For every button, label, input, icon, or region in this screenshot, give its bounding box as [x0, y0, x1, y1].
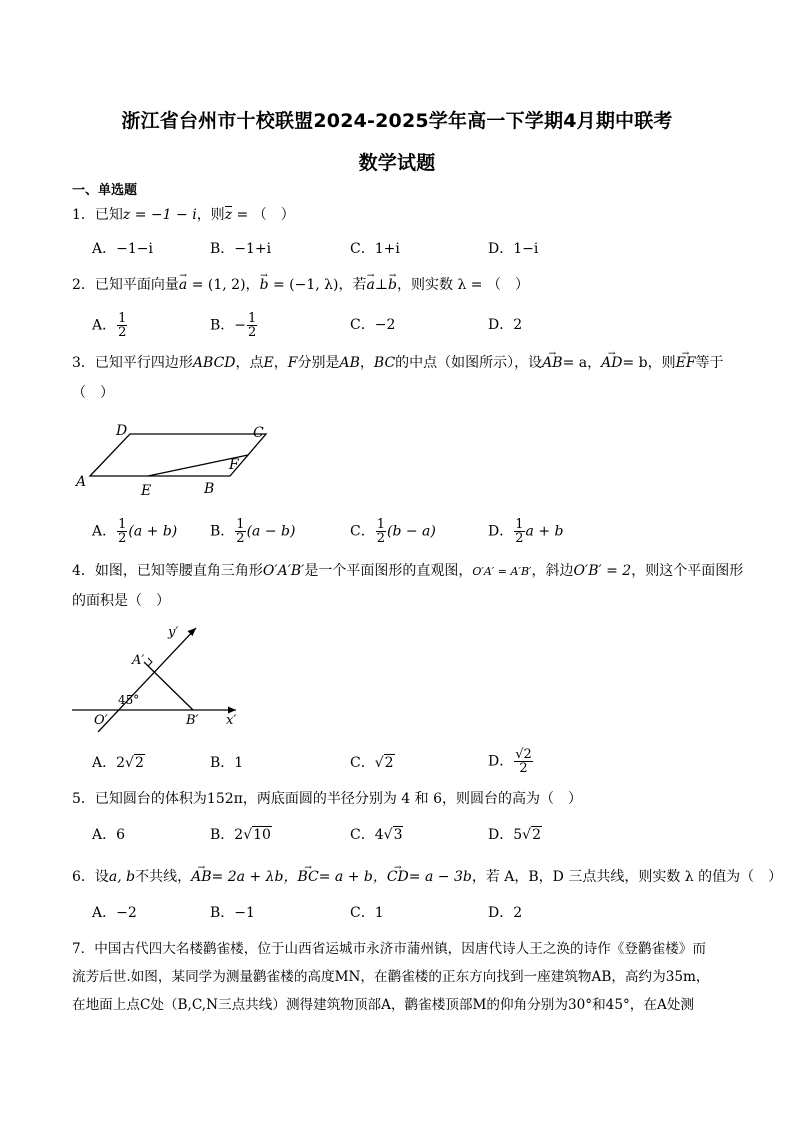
parallelogram-figure: [70, 418, 290, 500]
q5-option-b: B．2√10: [210, 827, 271, 843]
z-conjugate: z: [224, 207, 233, 223]
q5-option-a: A．6: [92, 827, 126, 843]
question-7-line1: 7．中国古代四大名楼鹳雀楼，位于山西省运城市永济市蒲州镇，因唐代诗人王之涣的诗作《登鹳雀楼》而: [72, 941, 706, 957]
exam-title: 浙江省台州市十校联盟2024-2025学年高一下学期4月期中联考: [121, 110, 673, 132]
section-heading: 一、单选题: [72, 183, 138, 198]
label-e: E: [141, 483, 152, 499]
label-x-axis: x′: [226, 713, 237, 728]
q4-option-a: A．2√2: [92, 755, 144, 771]
question-1: 1．已知z = −1 − i，则z = （ ）: [72, 207, 295, 223]
q6-option-c: C．1: [350, 905, 384, 921]
label-d: D: [116, 423, 128, 439]
q4-option-b: B．1: [210, 755, 244, 771]
question-4: 4．如图，已知等腰直角三角形O′A′B′是一个平面图形的直观图，O′A′ = A′B′，斜边O′B′ = 2，则这个平面图形: [72, 563, 744, 579]
question-6: 6．设a, b不共线，→ AB= 2a + λb，→ BC= a + b，→ CD= a − 3b，若 A，B，D 三点共线，则实数 λ 的值为（ ）: [72, 868, 782, 886]
q1-option-c: C．1+i: [350, 241, 400, 257]
q2-option-a: A． $\frac{1}{2}$: [92, 311, 127, 340]
q5-option-c: C．4√3: [350, 827, 403, 843]
q2-option-b: B．− $\frac{1}{2}$: [210, 311, 257, 340]
q3-option-d: D． $\frac{1}{2}$ a + b: [488, 517, 564, 546]
q3-option-c: C． $\frac{1}{2}$ (b − a): [350, 517, 436, 546]
label-a-prime: A′: [132, 653, 145, 668]
q6-option-d: D．2: [488, 905, 523, 921]
q2-option-c: C．−2: [350, 317, 396, 333]
label-f: F: [229, 457, 239, 473]
label-o-prime: O′: [94, 713, 108, 728]
question-3: 3．已知平行四边形ABCD，点E，F分别是AB，BC的中点（如图所示），设→ AB= a，→ AD= b，则→ EF等于: [72, 354, 724, 372]
question-7-line2: 流芳后世.如图，某同学为测量鹳雀楼的高度MN，在鹳雀楼的正东方向找到一座建筑物AB，高约为35m，: [72, 969, 710, 985]
q5-option-d: D．5√2: [488, 827, 541, 843]
label-a: A: [76, 474, 87, 490]
q2-option-d: D．2: [488, 317, 523, 333]
q1-option-b: B．−1+i: [210, 241, 272, 257]
q6-option-b: B．−1: [210, 905, 255, 921]
q1-option-d: D．1−i: [488, 241, 539, 257]
label-b: B: [204, 481, 215, 497]
question-7-line3: 在地面上点C处（B,C,N三点共线）测得建筑物顶部A，鹳雀楼顶部M的仰角分别为30°和45°，在A处测: [72, 997, 694, 1013]
label-c: C: [253, 425, 264, 441]
q6-option-a: A．−2: [92, 905, 137, 921]
label-b-prime: B′: [186, 713, 199, 728]
question-2: 2．已知平面向量→ a = (1, 2)，→ b = (−1, λ)，若→ a⊥→ b，则实数 λ = （ ）: [72, 276, 529, 294]
question-5: 5．已知圆台的体积为152π，两底面圆的半径分别为 4 和 6，则圆台的高为（ ）: [72, 791, 582, 807]
q3-option-b: B． $\frac{1}{2}$ (a − b): [210, 517, 296, 546]
question-4-line2: 的面积是（ ）: [72, 593, 170, 609]
q3-option-a: A． $\frac{1}{2}$ (a + b): [92, 517, 178, 546]
label-angle: 45°: [118, 693, 140, 707]
question-3-line2: （ ）: [72, 385, 114, 401]
q4-option-c: C．√2: [350, 755, 394, 771]
oblique-triangle-figure: [68, 620, 248, 732]
exam-subtitle: 数学试题: [358, 152, 436, 174]
q4-option-d: D． $\frac{√2}{2}$: [488, 747, 532, 776]
q1-option-a: A．−1−i: [92, 241, 153, 257]
label-y-axis: y′: [168, 625, 179, 640]
